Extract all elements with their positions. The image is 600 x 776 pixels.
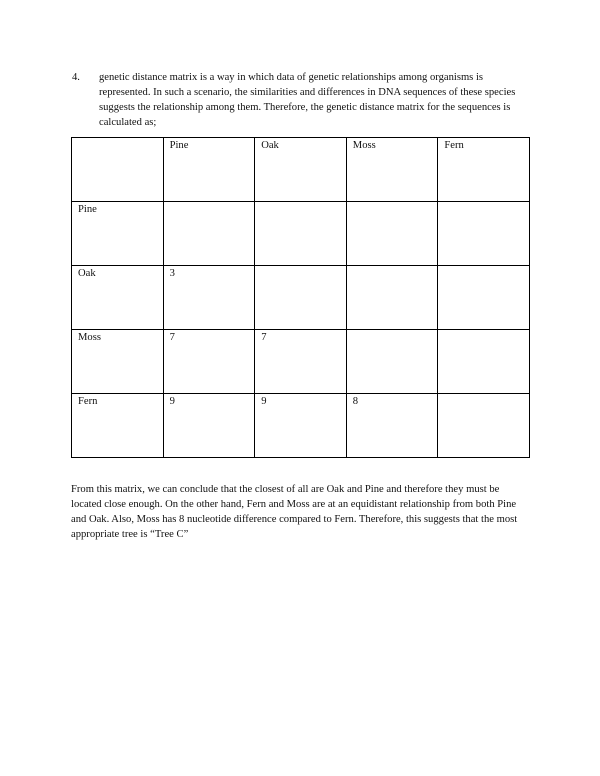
row-label-oak: Oak — [72, 266, 164, 330]
distance-matrix-table — [71, 137, 530, 458]
table-row-pine — [72, 202, 530, 266]
cell-moss-pine: 7 — [163, 330, 255, 394]
question-number: 4. — [72, 72, 80, 83]
cell-oak-fern — [438, 266, 530, 330]
table-row-oak — [72, 266, 530, 330]
cell-fern-pine: 9 — [163, 394, 255, 458]
cell-moss-oak: 7 — [255, 330, 347, 394]
header-cell-oak: Oak — [255, 138, 347, 202]
cell-oak-moss — [346, 266, 438, 330]
cell-fern-moss: 8 — [346, 394, 438, 458]
header-cell-moss: Moss — [346, 138, 438, 202]
table-header-row — [72, 138, 530, 202]
cell-oak-pine: 3 — [163, 266, 255, 330]
cell-moss-moss — [346, 330, 438, 394]
conclusion-paragraph: From this matrix, we can conclude that the closest of all are Oak and Pine and therefore they must be located close enough. On the other hand, Fern and Moss are at an equidistant relationship from both Pine and Oak. Also, Moss has 8 nucleotide difference compared to Fern. Therefore, this suggests that the most appropriate tree is “Tree C” — [71, 484, 518, 540]
header-cell-fern: Fern — [438, 138, 530, 202]
row-label-moss: Moss — [72, 330, 164, 394]
question-block — [72, 70, 532, 130]
cell-oak-oak — [255, 266, 347, 330]
table-row-fern — [72, 394, 530, 458]
cell-fern-fern — [438, 394, 530, 458]
row-label-pine: Pine — [72, 202, 164, 266]
question-text: genetic distance matrix is a way in which data of genetic relationships among organisms is represented. In such a scenario, the similarities and differences in DNA sequences of these species suggests the relationship among them. Therefore, the genetic distance matrix for the sequences is calculated as; — [99, 72, 516, 128]
cell-pine-moss — [346, 202, 438, 266]
cell-pine-fern — [438, 202, 530, 266]
cell-fern-oak: 9 — [255, 394, 347, 458]
header-cell-pine: Pine — [163, 138, 255, 202]
header-cell-corner — [72, 138, 164, 202]
cell-pine-pine — [163, 202, 255, 266]
row-label-fern: Fern — [72, 394, 164, 458]
table-row-moss — [72, 330, 530, 394]
cell-moss-fern — [438, 330, 530, 394]
cell-pine-oak — [255, 202, 347, 266]
